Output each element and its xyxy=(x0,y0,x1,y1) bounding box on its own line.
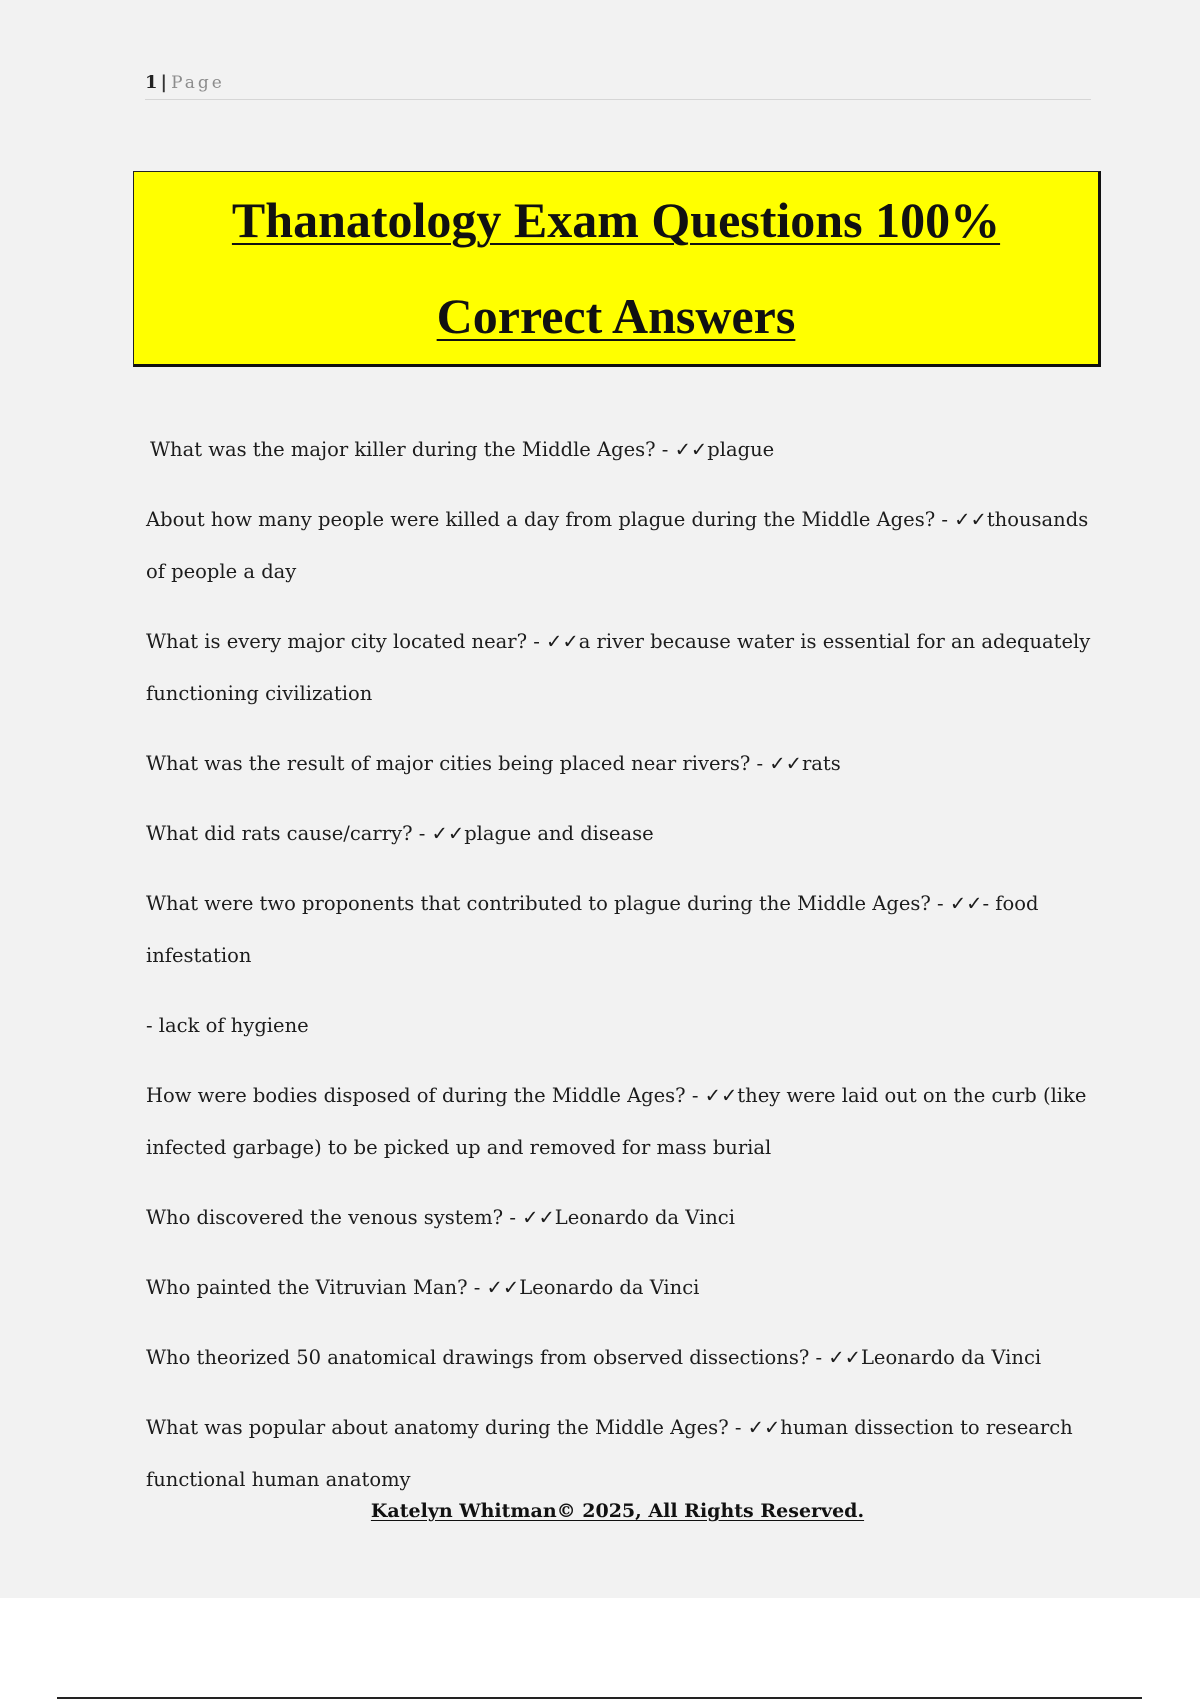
bottom-divider xyxy=(57,1697,1142,1699)
page-header xyxy=(145,72,1091,100)
qa-item: About how many people were killed a day from plague during the Middle Ages? - ✓✓thousands of people a day xyxy=(146,508,1089,583)
qa-item: Who theorized 50 anatomical drawings from observed dissections? - ✓✓Leonardo da Vinci xyxy=(146,1346,1042,1369)
qa-item: What was popular about anatomy during the Middle Ages? - ✓✓human dissection to research functional human anatomy xyxy=(146,1416,1073,1491)
title-text-2: Correct Answers xyxy=(436,288,796,344)
copyright-text: Katelyn Whitman© 2025, All Rights Reserved. xyxy=(370,1500,865,1522)
page-separator: | xyxy=(160,72,168,93)
qa-item: What was the result of major cities being placed near rivers? - ✓✓rats xyxy=(146,752,841,775)
qa-item: Who painted the Vitruvian Man? - ✓✓Leonardo da Vinci xyxy=(146,1276,700,1299)
qa-item: - lack of hygiene xyxy=(146,1014,309,1037)
copyright-notice xyxy=(0,1500,1200,1522)
qa-item: Who discovered the venous system? - ✓✓Leonardo da Vinci xyxy=(146,1206,735,1229)
qa-item: What was the major killer during the Middle Ages? - ✓✓plague xyxy=(150,438,775,461)
qa-list xyxy=(146,424,1096,1524)
qa-item: How were bodies disposed of during the Middle Ages? - ✓✓they were laid out on the curb (like infected garbage) to be picked up and removed for mass burial xyxy=(146,1084,1087,1159)
title-line-2 xyxy=(134,268,1098,364)
qa-item: What is every major city located near? - ✓✓a river because water is essential for an adequately functioning civilization xyxy=(146,630,1091,705)
qa-item: What did rats cause/carry? - ✓✓plague and disease xyxy=(146,822,654,845)
title-line-1 xyxy=(134,172,1098,268)
title-text-1: Thanatology Exam Questions 100% xyxy=(231,192,1001,248)
page-label: Page xyxy=(171,73,225,93)
page-number: 1 xyxy=(145,72,158,93)
title-box xyxy=(133,171,1101,367)
qa-item: What were two proponents that contributed to plague during the Middle Ages? - ✓✓- food infestation xyxy=(146,892,1039,967)
